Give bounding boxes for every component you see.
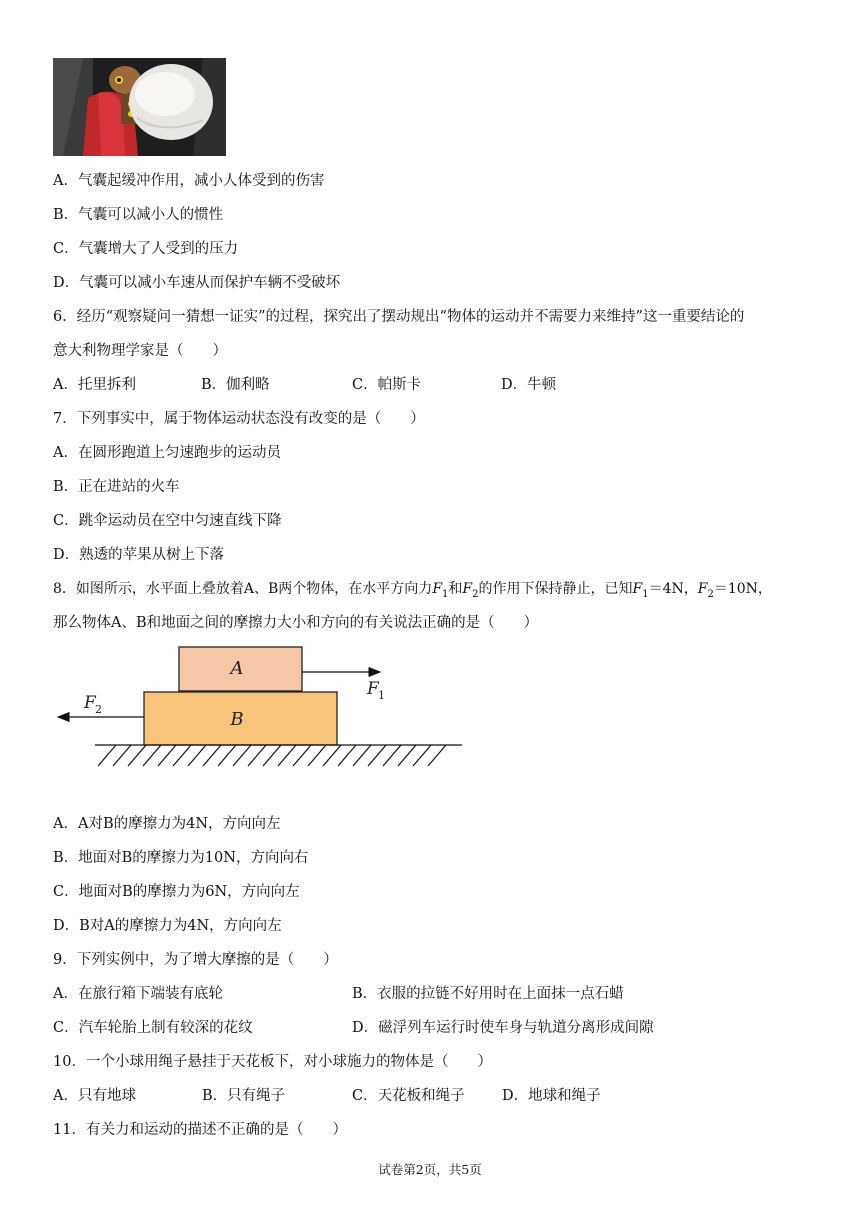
- q8-and: 和: [448, 581, 463, 597]
- block-b-label: B: [230, 709, 244, 730]
- q6-option-d: D．牛顿: [501, 377, 557, 393]
- force-f1-symbol: F: [432, 581, 443, 597]
- q8-option-d: D．B对A的摩擦力为4N，方向向左: [53, 918, 282, 934]
- q9-option-a: A．在旅行箱下端装有底轮: [53, 986, 223, 1002]
- q6-option-b: B．伽利略: [201, 377, 270, 393]
- hatch-mark: [428, 745, 446, 766]
- hatch-mark: [278, 745, 296, 766]
- hatch-mark: [308, 745, 326, 766]
- force-f1-symbol-2: F: [632, 581, 643, 597]
- hatch-mark: [383, 745, 401, 766]
- airbag-crash-photo: [53, 58, 226, 156]
- q7-option-d: D．熟透的苹果从树上下落: [53, 547, 225, 563]
- q8-option-c: C．地面对B的摩擦力为6N，方向向左: [53, 884, 300, 900]
- q9-option-b: B．衣服的拉链不好用时在上面抹一点石蜡: [352, 986, 624, 1002]
- hatch-mark: [323, 745, 341, 766]
- q6-stem-line1: 6．经历“观察疑问一猜想一证实”的过程，探究出了摆动规出“物体的运动并不需要力来维持”这一重要结论的: [53, 309, 745, 325]
- hatch-mark: [218, 745, 236, 766]
- ground-hatching: [98, 745, 446, 766]
- q8-stem-line2: 那么物体A、B和地面之间的摩擦力大小和方向的有关说法正确的是（ ）: [53, 615, 539, 631]
- airbag-crash-illustration: [53, 58, 226, 156]
- q7-option-b: B．正在进站的火车: [53, 479, 180, 495]
- hatch-mark: [293, 745, 311, 766]
- q8-option-a: A．A对B的摩擦力为4N，方向向左: [53, 816, 281, 832]
- force-f1-label-sub: 1: [378, 689, 385, 702]
- hatch-mark: [143, 745, 161, 766]
- q5-option-d: D．气囊可以减小车速从而保护车辆不受破坏: [53, 275, 341, 291]
- q10-option-b: B．只有绳子: [202, 1088, 286, 1104]
- force-f2-subscript-2: 2: [707, 588, 714, 600]
- q5-option-b: B．气囊可以减小人的惯性: [53, 207, 224, 223]
- q11-stem: 11．有关力和运动的描述不正确的是（ ）: [53, 1122, 347, 1138]
- force-f2-label-sub: 2: [95, 703, 102, 716]
- force-f1-subscript: 1: [442, 588, 449, 600]
- q6-option-c: C．帕斯卡: [352, 377, 422, 393]
- q10-option-c: C．天花板和绳子: [352, 1088, 465, 1104]
- q6-option-a: A．托里拆利: [53, 377, 136, 393]
- hatch-mark: [338, 745, 356, 766]
- force-f2-subscript: 2: [472, 588, 479, 600]
- hatch-mark: [128, 745, 146, 766]
- q9-option-d: D．磁浮列车运行时使车身与轨道分离形成间隙: [352, 1020, 654, 1036]
- q8-f1-value: ＝4N，: [648, 581, 698, 597]
- q8-option-b: B．地面对B的摩擦力为10N，方向向右: [53, 850, 309, 866]
- q10-option-d: D．地球和绳子: [502, 1088, 601, 1104]
- q8-stem-line1: [53, 579, 772, 605]
- hatch-mark: [188, 745, 206, 766]
- hatch-mark: [98, 745, 116, 766]
- hatch-mark: [113, 745, 131, 766]
- force-f1-subscript-2: 1: [642, 588, 649, 600]
- hatch-mark: [263, 745, 281, 766]
- q8-stem-text-b: 的作用下保持静止，已知: [478, 581, 633, 597]
- q8-block-diagram: [50, 640, 470, 770]
- q5-option-c: C．气囊增大了人受到的压力: [53, 241, 239, 257]
- q10-stem: 10．一个小球用绳子悬挂于天花板下，对小球施力的物体是（ ）: [53, 1054, 492, 1070]
- hatch-mark: [173, 745, 191, 766]
- force-f2-symbol: F: [462, 581, 473, 597]
- q8-stem-text-a: 8．如图所示，水平面上叠放着A、B两个物体，在水平方向力: [53, 581, 433, 597]
- hatch-mark: [158, 745, 176, 766]
- hatch-mark: [368, 745, 386, 766]
- force-f1-label: F: [367, 679, 379, 699]
- hatch-mark: [413, 745, 431, 766]
- hatch-mark: [248, 745, 266, 766]
- hatch-mark: [398, 745, 416, 766]
- hatch-mark: [233, 745, 251, 766]
- force-f2-label: F: [84, 693, 96, 713]
- q6-stem-line2: 意大利物理学家是（ ）: [53, 343, 227, 359]
- page-footer: 试卷第2页，共5页: [378, 1162, 482, 1177]
- q8-f2-value: ＝10N，: [713, 581, 772, 597]
- q10-option-a: A．只有地球: [53, 1088, 136, 1104]
- hatch-mark: [353, 745, 371, 766]
- q9-option-c: C．汽车轮胎上制有较深的花纹: [53, 1020, 253, 1036]
- q9-stem: 9．下列实例中，为了增大摩擦的是（ ）: [53, 952, 338, 968]
- force-f2-symbol-2: F: [697, 581, 708, 597]
- hatch-mark: [203, 745, 221, 766]
- q7-stem: 7．下列事实中，属于物体运动状态没有改变的是（ ）: [53, 411, 425, 427]
- q5-option-a: A．气囊起缓冲作用，减小人体受到的伤害: [53, 173, 325, 189]
- block-a-label: A: [230, 658, 244, 679]
- q7-option-a: A．在圆形跑道上匀速跑步的运动员: [53, 445, 281, 461]
- q7-option-c: C．跳伞运动员在空中匀速直线下降: [53, 513, 282, 529]
